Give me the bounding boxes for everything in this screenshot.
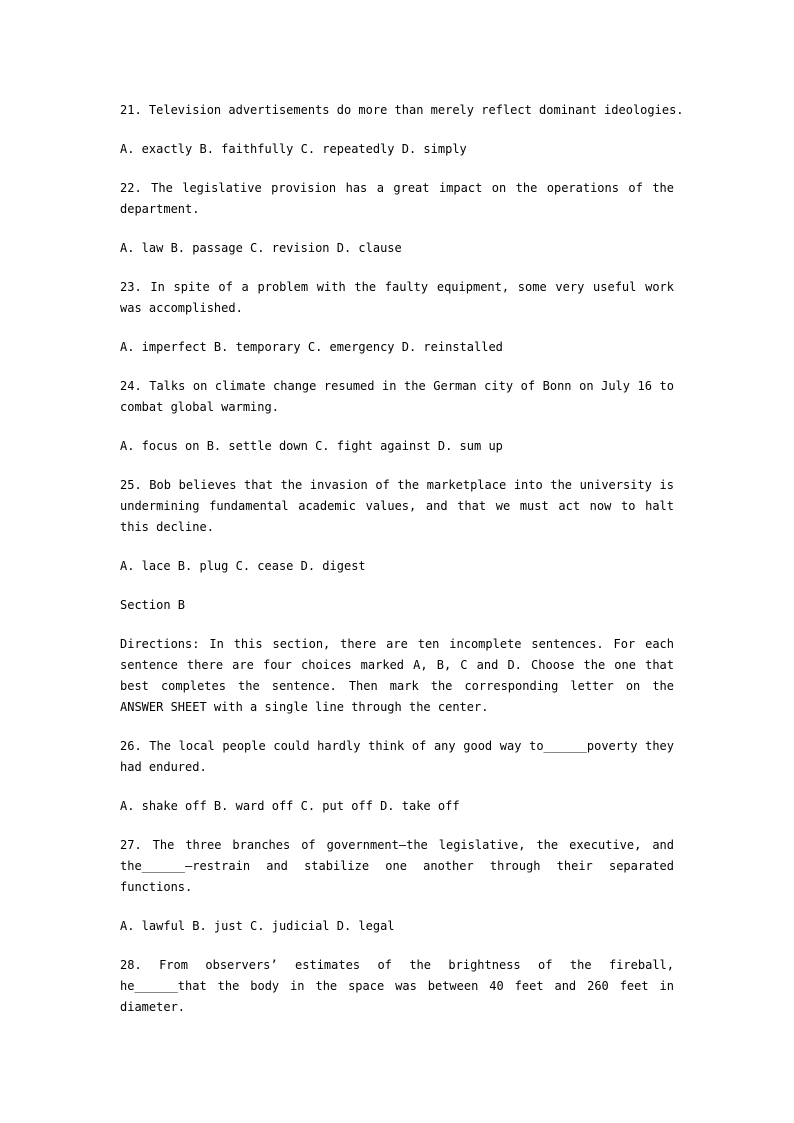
options-26: A. shake off B. ward off C. put off D. take off [120,799,460,813]
options-21: A. exactly B. faithfully C. repeatedly D. simply [120,142,467,156]
section-heading: Section B [120,598,186,612]
options-24: A. focus on B. settle down C. fight against D. sum up [120,439,503,453]
options-27: A. lawful B. just C. judicial D. legal [120,919,395,933]
question-25: 25. Bob believes that the invasion of the marketplace into the university is undermining fundamental academic values, and that we must act now to halt this decline. [120,478,674,534]
document-page [120,100,684,1036]
options-23: A. imperfect B. temporary C. emergency D. reinstalled [120,340,503,354]
question-27: 27. The three branches of government—the legislative, the executive, and the______—restrain and stabilize one another through their separated functions. [120,838,674,894]
directions-text: Directions: In this section, there are ten incomplete sentences. For each sentence there are four choices marked A, B, C and D. Choose the one that best completes the sentence. Then mark the corresponding letter on the ANSWER SHEET with a single line through the center. [120,637,674,714]
options-22: A. law B. passage C. revision D. clause [120,241,402,255]
question-24: 24. Talks on climate change resumed in the German city of Bonn on July 16 to combat global warming. [120,379,674,414]
question-22: 22. The legislative provision has a great impact on the operations of the department. [120,181,674,216]
options-25: A. lace B. plug C. cease D. digest [120,559,366,573]
question-23: 23. In spite of a problem with the faulty equipment, some very useful work was accomplished. [120,280,674,315]
question-21: 21. Television advertisements do more than merely reflect dominant ideologies. [120,103,684,117]
question-26: 26. The local people could hardly think of any good way to______poverty they had endured. [120,739,674,774]
question-28: 28. From observers’ estimates of the brightness of the fireball, he______that the body in the space was between 40 feet and 260 feet in diameter. [120,958,674,1014]
